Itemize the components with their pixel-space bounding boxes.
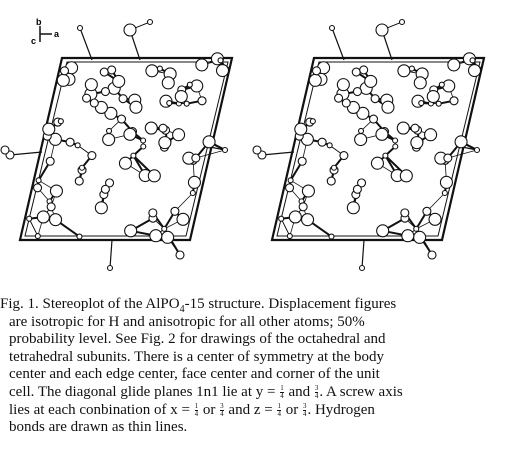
atom — [393, 144, 398, 149]
atom — [159, 124, 167, 132]
atom — [327, 177, 335, 185]
atom — [46, 157, 54, 165]
atom — [36, 178, 41, 183]
bond — [332, 28, 344, 60]
atom — [162, 231, 174, 243]
atom — [414, 231, 426, 243]
atom — [397, 122, 409, 134]
atom — [382, 101, 394, 113]
atom — [101, 88, 109, 96]
atom — [75, 143, 80, 148]
atom — [159, 137, 171, 149]
atom — [313, 67, 321, 75]
atom — [157, 66, 162, 71]
atom — [455, 136, 467, 148]
atom — [411, 137, 423, 149]
atom — [100, 68, 108, 76]
atom — [436, 101, 441, 106]
bond — [110, 240, 112, 268]
atom — [355, 134, 367, 146]
stereo-view-left — [1, 20, 232, 271]
atom — [145, 122, 157, 134]
atom — [124, 24, 136, 36]
atom — [218, 58, 223, 63]
atom — [130, 101, 142, 113]
bond — [10, 152, 42, 155]
atom — [353, 88, 361, 96]
atom — [353, 185, 361, 193]
atom — [365, 75, 377, 87]
atom — [173, 129, 185, 141]
atom — [124, 128, 136, 140]
atom — [427, 91, 439, 103]
atom — [192, 154, 200, 162]
atom — [177, 213, 189, 225]
atom — [113, 75, 125, 87]
atom — [327, 143, 332, 148]
caption-line-6: cell. The diagonal glide planes 1n1 lie at y = $\frac{1}{4}$ and $\frac{3}{4}$ . A screw axis — [9, 383, 403, 401]
atom — [131, 153, 136, 158]
atom — [50, 185, 62, 197]
atom — [187, 82, 192, 87]
atom — [340, 152, 348, 160]
atom — [223, 148, 228, 153]
atom — [360, 66, 368, 74]
atom — [188, 176, 200, 188]
figure-caption — [0, 296, 505, 437]
atom — [411, 124, 419, 132]
atom — [414, 226, 419, 231]
atom — [383, 153, 388, 158]
atom — [162, 226, 167, 231]
bond — [80, 28, 92, 60]
atom — [310, 119, 315, 124]
atom — [141, 138, 146, 143]
atom — [125, 225, 137, 237]
atom — [171, 207, 179, 215]
atom — [299, 203, 307, 211]
atom — [401, 209, 409, 217]
caption-line-5: center and each edge center, face center and corner of the unit — [9, 366, 380, 383]
atom — [146, 65, 158, 77]
atom — [103, 134, 115, 146]
axis-label-c: c — [31, 36, 37, 46]
atom — [330, 26, 335, 31]
atom — [302, 185, 314, 197]
atom — [450, 97, 458, 105]
atom — [95, 202, 107, 214]
atom — [289, 211, 301, 223]
atom — [370, 115, 378, 123]
atom — [90, 99, 98, 107]
axis-indicator — [31, 17, 60, 46]
atom — [50, 214, 62, 226]
atom — [119, 95, 127, 103]
atom — [318, 138, 326, 146]
atom — [347, 202, 359, 214]
atom — [402, 230, 414, 242]
atom — [141, 144, 146, 149]
atom — [148, 170, 160, 182]
caption-line-1: Fig. 1. Stereoplot of the AlPO$_4$-15 structure. Displacement figures — [0, 296, 397, 315]
atom — [148, 20, 153, 25]
atom — [423, 207, 431, 215]
atom — [66, 138, 74, 146]
atom — [27, 216, 32, 221]
atom — [371, 95, 379, 103]
atom — [440, 176, 452, 188]
atom — [217, 65, 229, 77]
atom — [428, 251, 436, 259]
atom — [309, 74, 321, 86]
atom — [279, 216, 284, 221]
atom — [167, 101, 172, 106]
atom — [393, 138, 398, 143]
atom — [85, 79, 97, 91]
atom — [184, 101, 189, 106]
atom — [108, 66, 116, 74]
caption-line-3: probability level. See Fig. 2 for drawings of the octahedral and — [9, 331, 386, 348]
atom — [442, 190, 447, 195]
atom — [198, 97, 206, 105]
atom — [444, 154, 452, 162]
atom — [175, 91, 187, 103]
atom — [359, 128, 364, 133]
atom — [337, 79, 349, 91]
axis-label-a: a — [54, 29, 60, 39]
atom — [352, 68, 360, 76]
atom — [162, 77, 174, 89]
atom — [43, 123, 55, 135]
atom — [400, 20, 405, 25]
atom — [1, 146, 9, 154]
atom — [61, 67, 69, 75]
atom — [190, 190, 195, 195]
atom — [203, 136, 215, 148]
atom — [287, 234, 292, 239]
atom — [332, 165, 337, 170]
atom — [150, 230, 162, 242]
caption-line-7: lies at each conbination of x = $\frac{1}{4}$ or $\frac{3}{4}$ and z = $\frac{1}{4}$ or $\frac{3}{4}$ . Hydrogen — [9, 401, 375, 418]
caption-line-8: bonds are drawn as thin lines. — [9, 419, 188, 436]
atom — [286, 184, 294, 192]
atom — [419, 101, 424, 106]
atom — [409, 66, 414, 71]
atom — [35, 234, 40, 239]
atom — [288, 178, 293, 183]
atom — [329, 234, 334, 239]
atom — [57, 74, 69, 86]
atom — [342, 99, 350, 107]
bond — [262, 152, 294, 155]
atom — [429, 213, 441, 225]
atom — [107, 128, 112, 133]
atom — [302, 214, 314, 226]
atom — [376, 128, 388, 140]
atom — [400, 170, 412, 182]
atom — [298, 157, 306, 165]
atom — [75, 177, 83, 185]
bond — [362, 240, 364, 268]
atom — [469, 65, 481, 77]
atom — [448, 59, 460, 71]
atom — [34, 184, 42, 192]
atom — [295, 123, 307, 135]
axis-label-b: b — [36, 17, 42, 27]
atom — [78, 26, 83, 31]
atom — [475, 148, 480, 153]
atom — [119, 157, 131, 169]
atom — [470, 58, 475, 63]
caption-line-4: tetrahedral subunits. There is a center of symmetry at the body — [9, 348, 385, 365]
atom — [377, 225, 389, 237]
atom — [335, 94, 343, 102]
atom — [58, 119, 63, 124]
atom — [83, 94, 91, 102]
atom — [196, 59, 208, 71]
atom — [149, 209, 157, 217]
atom — [108, 266, 113, 271]
atom — [414, 77, 426, 89]
atom — [253, 146, 261, 154]
atom — [118, 115, 126, 123]
atom — [360, 266, 365, 271]
atom — [376, 24, 388, 36]
atom — [398, 65, 410, 77]
atom — [37, 211, 49, 223]
atom — [47, 203, 55, 211]
atom — [80, 165, 85, 170]
stereo-view-right — [253, 20, 484, 271]
atom — [101, 185, 109, 193]
atom — [77, 234, 82, 239]
atom — [88, 152, 96, 160]
atom — [439, 82, 444, 87]
atom — [425, 129, 437, 141]
atom — [176, 251, 184, 259]
atom — [371, 157, 383, 169]
caption-line-2: are isotropic for H and anisotropic for all other atoms; 50% — [9, 313, 365, 330]
